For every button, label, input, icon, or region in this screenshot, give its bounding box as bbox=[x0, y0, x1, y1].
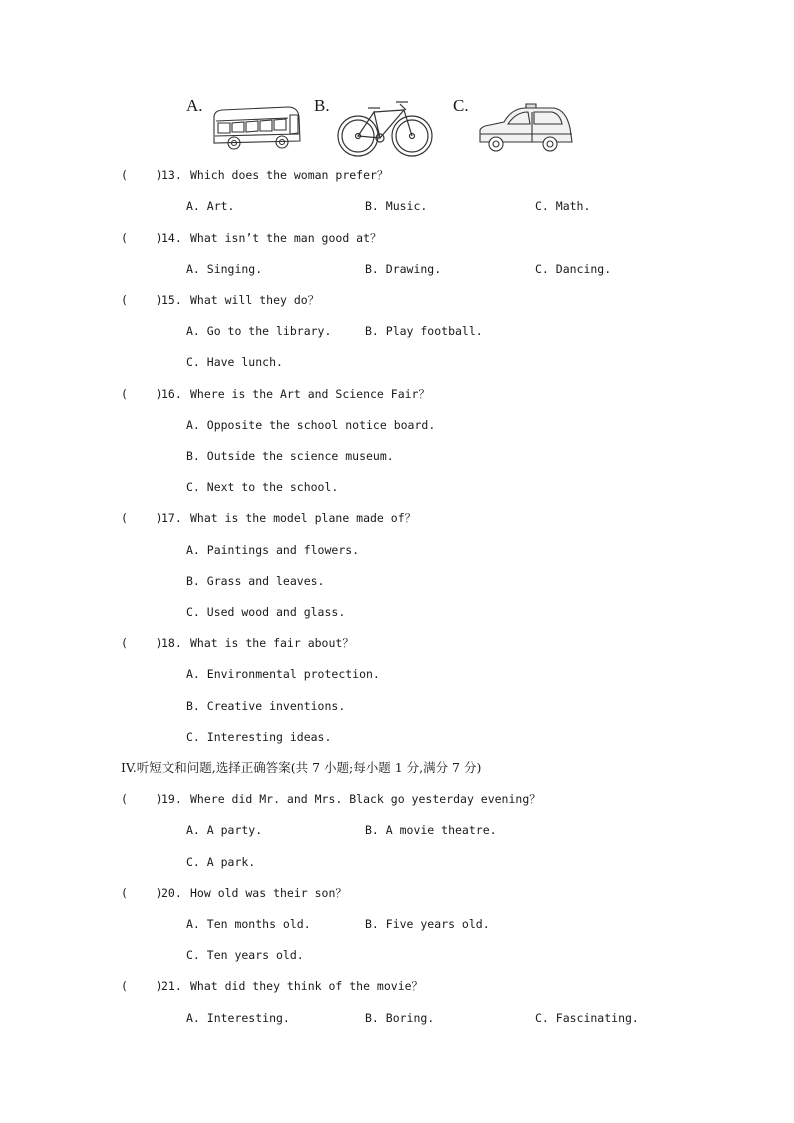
option-b[interactable]: B. Music. bbox=[365, 199, 428, 213]
option-c[interactable]: C. Fascinating. bbox=[535, 1011, 639, 1025]
option-c[interactable]: C. Interesting ideas. bbox=[186, 730, 332, 744]
picture-label-b: B. bbox=[314, 96, 330, 115]
answer-blank[interactable]: ( ) bbox=[121, 231, 163, 245]
question-text: What is the fair about？ bbox=[190, 636, 354, 650]
bus-icon bbox=[210, 103, 302, 153]
question-number: 15. bbox=[161, 293, 182, 307]
question-text: Where is the Art and Science Fair？ bbox=[190, 387, 430, 401]
option-a[interactable]: A. Singing. bbox=[186, 262, 263, 276]
option-c[interactable]: C. Next to the school. bbox=[186, 480, 339, 494]
picture-label-a: A. bbox=[186, 96, 203, 115]
question-text: Which does the woman prefer？ bbox=[190, 168, 389, 182]
question-text: Where did Mr. and Mrs. Black go yesterday evening？ bbox=[190, 792, 541, 806]
option-c[interactable]: C. Have lunch. bbox=[186, 355, 283, 369]
question-text: What is the model plane made of？ bbox=[190, 511, 417, 525]
option-c[interactable]: C. Ten years old. bbox=[186, 948, 304, 962]
question-number: 16. bbox=[161, 387, 182, 401]
option-b[interactable]: B. Five years old. bbox=[365, 917, 490, 931]
question-number: 17. bbox=[161, 511, 182, 525]
picture-label-c: C. bbox=[453, 96, 469, 115]
option-b[interactable]: B. Outside the science museum. bbox=[186, 449, 394, 463]
answer-blank[interactable]: ( ) bbox=[121, 636, 163, 650]
answer-blank[interactable]: ( ) bbox=[121, 511, 163, 525]
question-text: What did they think of the movie？ bbox=[190, 979, 424, 993]
question-text: How old was their son？ bbox=[190, 886, 347, 900]
option-b[interactable]: B. Boring. bbox=[365, 1011, 435, 1025]
option-a[interactable]: A. Ten months old. bbox=[186, 917, 311, 931]
option-c[interactable]: C. Used wood and glass. bbox=[186, 605, 346, 619]
question-number: 19. bbox=[161, 792, 182, 806]
question-number: 20. bbox=[161, 886, 182, 900]
answer-blank[interactable]: ( ) bbox=[121, 979, 163, 993]
option-a[interactable]: A. A party. bbox=[186, 823, 263, 837]
question-number: 21. bbox=[161, 979, 182, 993]
question-number: 13. bbox=[161, 168, 182, 182]
answer-blank[interactable]: ( ) bbox=[121, 792, 163, 806]
answer-blank[interactable]: ( ) bbox=[121, 387, 163, 401]
option-b[interactable]: B. Drawing. bbox=[365, 262, 442, 276]
option-b[interactable]: B. A movie theatre. bbox=[365, 823, 497, 837]
option-a[interactable]: A. Environmental protection. bbox=[186, 667, 380, 681]
bicycle-icon bbox=[334, 98, 436, 158]
question-text: What isn’t the man good at？ bbox=[190, 231, 382, 245]
section-title: IV.听短文和问题,选择正确答案(共 7 小题;每小题 1 分,满分 7 分) bbox=[121, 760, 482, 775]
answer-blank[interactable]: ( ) bbox=[121, 886, 163, 900]
option-c[interactable]: C. Math. bbox=[535, 199, 591, 213]
option-b[interactable]: B. Creative inventions. bbox=[186, 699, 346, 713]
option-b[interactable]: B. Grass and leaves. bbox=[186, 574, 325, 588]
option-a[interactable]: A. Art. bbox=[186, 199, 235, 213]
option-a[interactable]: A. Paintings and flowers. bbox=[186, 543, 360, 557]
option-a[interactable]: A. Go to the library. bbox=[186, 324, 332, 338]
option-a[interactable]: A. Opposite the school notice board. bbox=[186, 418, 436, 432]
question-number: 18. bbox=[161, 636, 182, 650]
option-b[interactable]: B. Play football. bbox=[365, 324, 483, 338]
answer-blank[interactable]: ( ) bbox=[121, 293, 163, 307]
option-c[interactable]: C. Dancing. bbox=[535, 262, 612, 276]
option-c[interactable]: C. A park. bbox=[186, 855, 256, 869]
taxi-icon bbox=[476, 100, 576, 156]
question-text: What will they do？ bbox=[190, 293, 320, 307]
answer-blank[interactable]: ( ) bbox=[121, 168, 163, 182]
option-a[interactable]: A. Interesting. bbox=[186, 1011, 290, 1025]
question-number: 14. bbox=[161, 231, 182, 245]
